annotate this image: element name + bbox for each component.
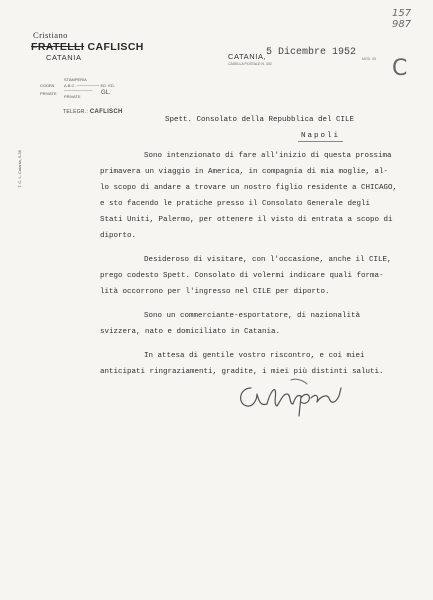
body-line: Desideroso di visitare, con l'occasione, anche il CILE,	[144, 256, 392, 264]
telegraph-address	[63, 109, 123, 115]
code-line: STAMPERIA	[64, 77, 87, 82]
archive-number	[392, 8, 411, 30]
body-line: primavera un viaggio in America, in compagnia di mia moglie, al-	[100, 168, 389, 176]
body-line: lo scopo di andare a trovare un nostro figlio residente a CHICAGO,	[100, 184, 398, 192]
body-line: diporto.	[100, 232, 137, 240]
archive-number-top: 157	[392, 8, 412, 19]
code-line: PRIVATE	[40, 91, 57, 96]
code-line: PRIVATE	[64, 93, 81, 99]
recipient-line-2: Napoli	[301, 132, 341, 140]
letterhead-firm-struck: FRATELLI	[31, 41, 85, 53]
body-line: e sto facendo le pratiche presso il Consolato Generale degli	[100, 200, 371, 208]
body-line: svizzera, nato e domiciliato in Catania.	[100, 328, 281, 336]
letterhead-firm	[31, 41, 144, 53]
printer-imprint: T. C. L. Catania, 5-36	[17, 150, 22, 188]
archive-letter: C	[392, 56, 408, 81]
recipient-line-1: Spett. Consolato della Repubblica del CILE	[165, 116, 355, 124]
body-line: Sono intenzionato di fare all'inizio di questa prossima	[144, 152, 392, 160]
body-line: lità occorrono per l'ingresso nel CILE per diporto.	[100, 288, 330, 296]
body-line: anticipati ringraziamenti, gradite, i miei più distinti saluti.	[100, 368, 384, 376]
archive-tag: MOD. 05	[362, 57, 377, 61]
letterhead-codes-left	[40, 82, 57, 98]
telegraph-label: TELEGR.:	[63, 109, 89, 115]
code-line: A.B.C. ──────── ED. ED.	[64, 82, 115, 88]
letterhead-code-gl: GL.	[101, 90, 111, 96]
code-line: CODEN	[40, 83, 55, 88]
letterhead-given-name: Cristiano	[33, 30, 68, 40]
archive-number-bottom: 987	[392, 19, 412, 30]
handwritten-signature	[233, 370, 353, 420]
body-line: Stati Uniti, Palermo, per ottenere il visto di entrata a scopo di	[100, 216, 393, 224]
telegraph-value: CAFLISCH	[89, 109, 123, 115]
body-line: prego codesto Spett. Consolato di volermi indicare quali forma-	[100, 272, 384, 280]
code-line: ──────────	[64, 88, 93, 93]
date-city: CATANIA,	[228, 52, 267, 61]
recipient-underline	[298, 141, 343, 142]
body-line: Sono un commerciante-esportatore, di nazionalità	[144, 312, 361, 320]
letterhead-firm-name: CAFLISCH	[87, 41, 144, 53]
body-line: In attesa di gentile vostro riscontro, e coi miei	[144, 352, 365, 360]
letterhead-city: CATANIA	[46, 53, 82, 62]
letter-date: 5 Dicembre 1952	[266, 47, 357, 58]
postal-box: CASELLA POSTALE N. 302	[228, 62, 272, 66]
